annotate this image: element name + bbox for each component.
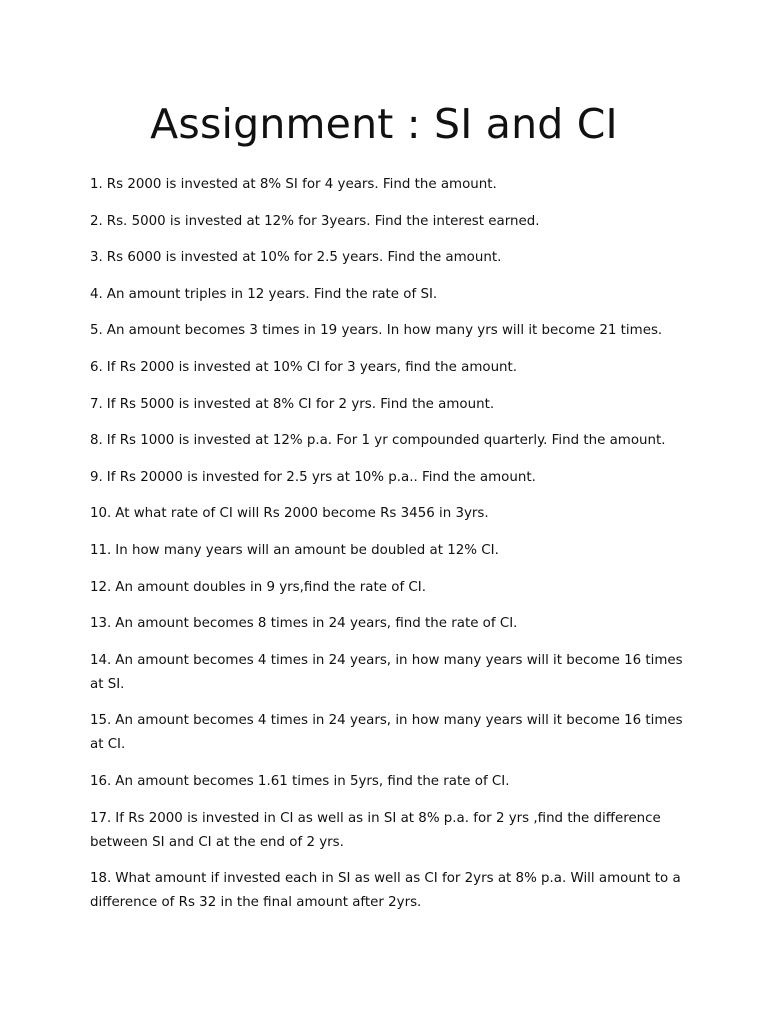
question-number: 7. bbox=[90, 396, 103, 412]
question-list bbox=[90, 173, 690, 928]
question-number: 14. bbox=[90, 652, 112, 668]
question-item bbox=[90, 210, 690, 234]
question-text: At what rate of CI will Rs 2000 become Rs 3456 in 3yrs. bbox=[115, 506, 489, 522]
question-text: In how many years will an amount be doubled at 12% CI. bbox=[115, 542, 499, 558]
question-number: 17. bbox=[90, 810, 112, 826]
question-number: 6. bbox=[90, 359, 103, 375]
question-number: 15. bbox=[90, 713, 112, 729]
question-number: 4. bbox=[90, 286, 103, 302]
question-text: Rs. 5000 is invested at 12% for 3years. Find the interest earned. bbox=[106, 213, 540, 229]
question-item bbox=[90, 770, 690, 794]
question-text: If Rs 5000 is invested at 8% CI for 2 yrs. Find the amount. bbox=[106, 396, 495, 412]
question-number: 5. bbox=[90, 323, 103, 339]
question-number: 16. bbox=[90, 773, 112, 789]
question-text: An amount becomes 8 times in 24 years, find the rate of CI. bbox=[115, 616, 518, 632]
question-number: 8. bbox=[90, 433, 103, 449]
question-text: An amount becomes 4 times in 24 years, in how many years will it become 16 times at CI. bbox=[90, 713, 683, 753]
question-text: Rs 2000 is invested at 8% SI for 4 years. Find the amount. bbox=[106, 177, 497, 192]
question-text: An amount triples in 12 years. Find the rate of SI. bbox=[106, 286, 438, 302]
question-item bbox=[90, 173, 690, 197]
question-text: An amount becomes 3 times in 19 years. In how many yrs will it become 21 times. bbox=[106, 323, 663, 339]
question-text: What amount if invested each in SI as well as CI for 2yrs at 8% p.a. Will amount to a difference of Rs 32 in the final amount after 2yrs. bbox=[90, 871, 681, 911]
question-item bbox=[90, 539, 690, 563]
question-number: 3. bbox=[90, 250, 103, 266]
question-item bbox=[90, 283, 690, 307]
question-item bbox=[90, 356, 690, 380]
question-text: If Rs 1000 is invested at 12% p.a. For 1 yr compounded quarterly. Find the amount. bbox=[106, 433, 666, 449]
question-number: 12. bbox=[90, 579, 112, 595]
question-text: An amount doubles in 9 yrs,find the rate of CI. bbox=[115, 579, 426, 595]
question-item bbox=[90, 429, 690, 453]
question-item bbox=[90, 466, 690, 490]
question-item bbox=[90, 709, 690, 757]
question-number: 2. bbox=[90, 213, 103, 229]
question-number: 9. bbox=[90, 469, 103, 485]
question-item bbox=[90, 502, 690, 526]
question-item bbox=[90, 649, 690, 697]
question-item bbox=[90, 319, 690, 343]
question-text: If Rs 2000 is invested in CI as well as in SI at 8% p.a. for 2 yrs ,find the difference between SI and CI at the end of 2 yrs. bbox=[90, 810, 661, 850]
question-number: 10. bbox=[90, 506, 112, 522]
question-item bbox=[90, 576, 690, 600]
question-item bbox=[90, 807, 690, 855]
question-item bbox=[90, 393, 690, 417]
question-text: If Rs 20000 is invested for 2.5 yrs at 10% p.a.. Find the amount. bbox=[106, 469, 536, 485]
question-item bbox=[90, 246, 690, 270]
question-item bbox=[90, 612, 690, 636]
question-text: If Rs 2000 is invested at 10% CI for 3 years, find the amount. bbox=[106, 359, 518, 375]
question-number: 1. bbox=[90, 177, 103, 192]
question-text: An amount becomes 1.61 times in 5yrs, find the rate of CI. bbox=[115, 773, 510, 789]
question-number: 18. bbox=[90, 871, 112, 887]
question-text: Rs 6000 is invested at 10% for 2.5 years. Find the amount. bbox=[106, 250, 502, 266]
question-number: 11. bbox=[90, 542, 112, 558]
question-item bbox=[90, 867, 690, 915]
page-title: Assignment : SI and CI bbox=[150, 100, 618, 148]
question-number: 13. bbox=[90, 616, 112, 632]
question-text: An amount becomes 4 times in 24 years, in how many years will it become 16 times at SI. bbox=[90, 652, 683, 692]
